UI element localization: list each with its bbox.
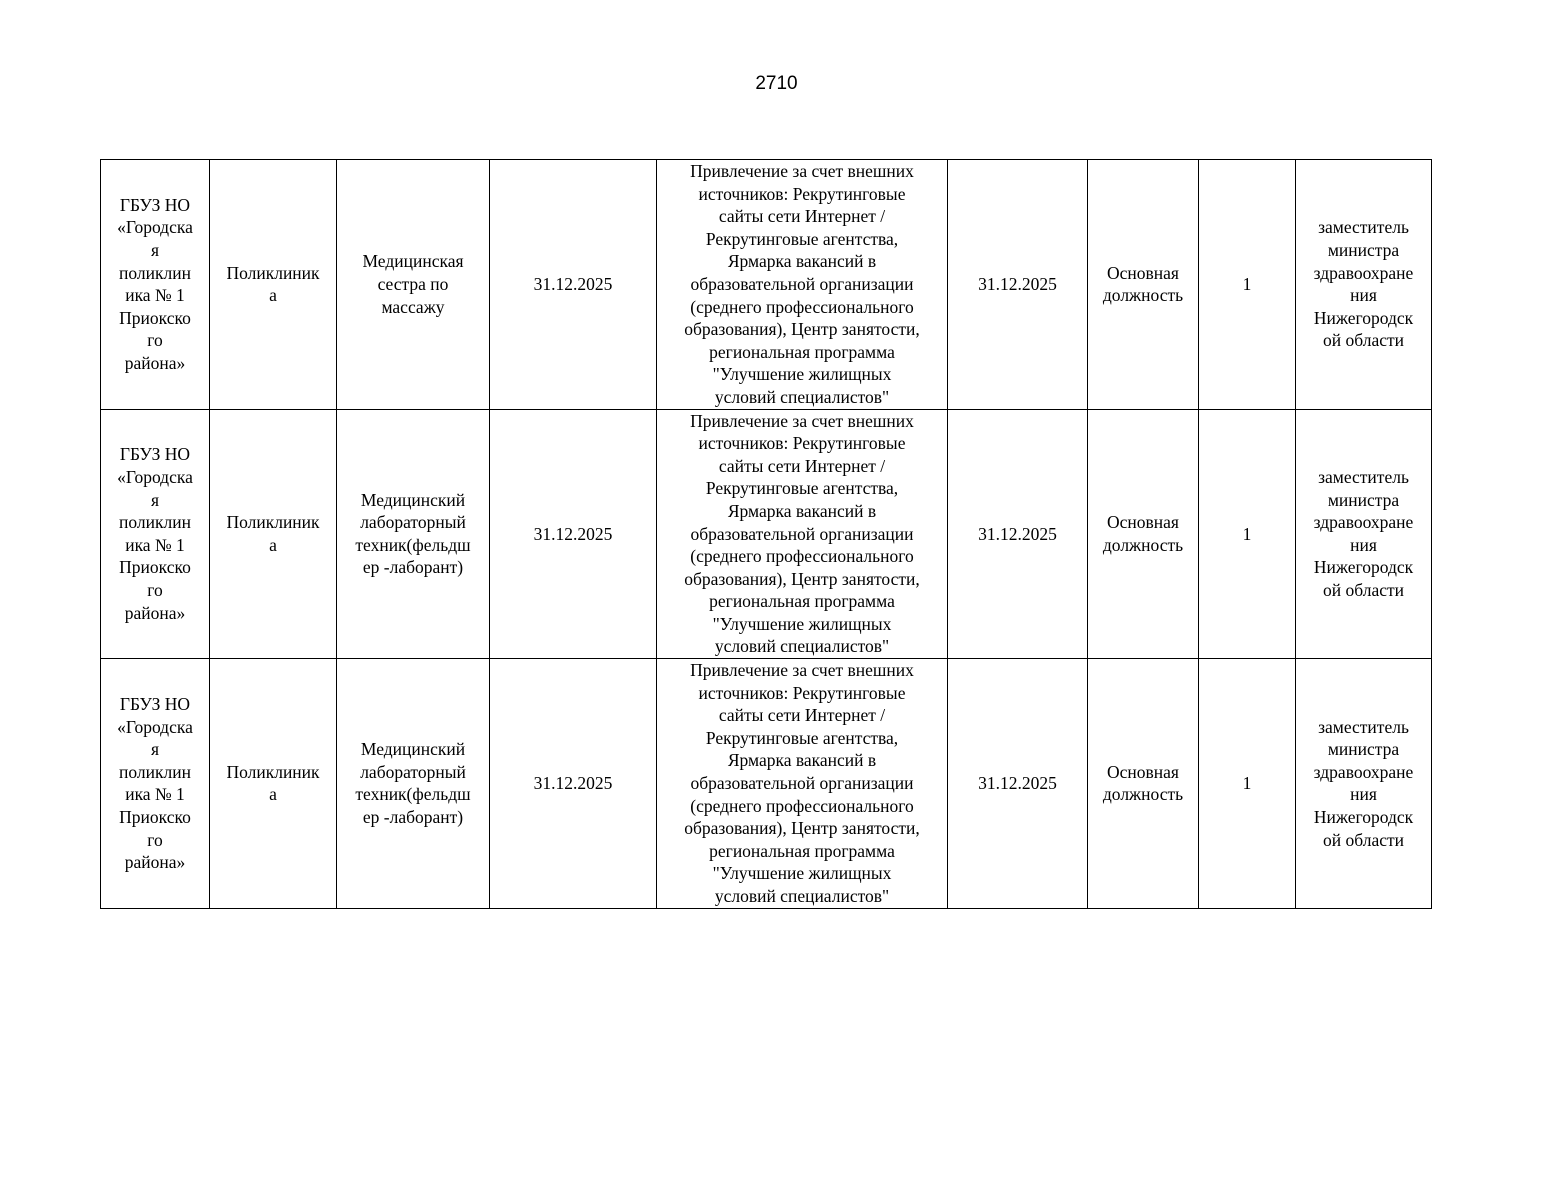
organization-cell: ГБУЗ НО «Городска я поликлин ика № 1 Приокско го района»: [101, 409, 210, 659]
table-row: [101, 160, 1432, 410]
responsible-cell: заместитель министра здравоохране ния Нижегородск ой области: [1296, 409, 1432, 659]
deadline-cell: 31.12.2025: [948, 409, 1088, 659]
recruitment-cell: Привлечение за счет внешних источников: Рекрутинговые сайты сети Интернет / Рекрутинговые агентства, Ярмарка вакансий в образовательной организации (среднего профессионального образования), Центр занятости, региональная программа "Улучшение жилищных условий специалистов": [657, 160, 948, 410]
job-type-cell: Основная должность: [1088, 160, 1199, 410]
job-type-cell: Основная должность: [1088, 659, 1199, 909]
position-cell: Медицинский лабораторный техник(фельдш ер -лаборант): [337, 659, 490, 909]
vacancy-table: [100, 159, 1432, 909]
position-cell: Медицинская сестра по массажу: [337, 160, 490, 410]
count-cell: 1: [1199, 160, 1296, 410]
count-cell: 1: [1199, 409, 1296, 659]
deadline-cell: 31.12.2025: [948, 160, 1088, 410]
responsible-cell: заместитель министра здравоохране ния Нижегородск ой области: [1296, 659, 1432, 909]
date-cell: 31.12.2025: [490, 659, 657, 909]
deadline-cell: 31.12.2025: [948, 659, 1088, 909]
department-cell: Поликлиник а: [210, 659, 337, 909]
responsible-cell: заместитель министра здравоохране ния Нижегородск ой области: [1296, 160, 1432, 410]
department-cell: Поликлиник а: [210, 160, 337, 410]
table-row: [101, 409, 1432, 659]
position-cell: Медицинский лабораторный техник(фельдш ер -лаборант): [337, 409, 490, 659]
count-cell: 1: [1199, 659, 1296, 909]
recruitment-cell: Привлечение за счет внешних источников: Рекрутинговые сайты сети Интернет / Рекрутинговые агентства, Ярмарка вакансий в образовательной организации (среднего профессионального образования), Центр занятости, региональная программа "Улучшение жилищных условий специалистов": [657, 659, 948, 909]
table-row: [101, 659, 1432, 909]
department-cell: Поликлиник а: [210, 409, 337, 659]
recruitment-cell: Привлечение за счет внешних источников: Рекрутинговые сайты сети Интернет / Рекрутинговые агентства, Ярмарка вакансий в образовательной организации (среднего профессионального образования), Центр занятости, региональная программа "Улучшение жилищных условий специалистов": [657, 409, 948, 659]
page-number: 2710: [755, 73, 798, 94]
date-cell: 31.12.2025: [490, 160, 657, 410]
date-cell: 31.12.2025: [490, 409, 657, 659]
job-type-cell: Основная должность: [1088, 409, 1199, 659]
organization-cell: ГБУЗ НО «Городска я поликлин ика № 1 Приокско го района»: [101, 659, 210, 909]
organization-cell: ГБУЗ НО «Городска я поликлин ика № 1 Приокско го района»: [101, 160, 210, 410]
